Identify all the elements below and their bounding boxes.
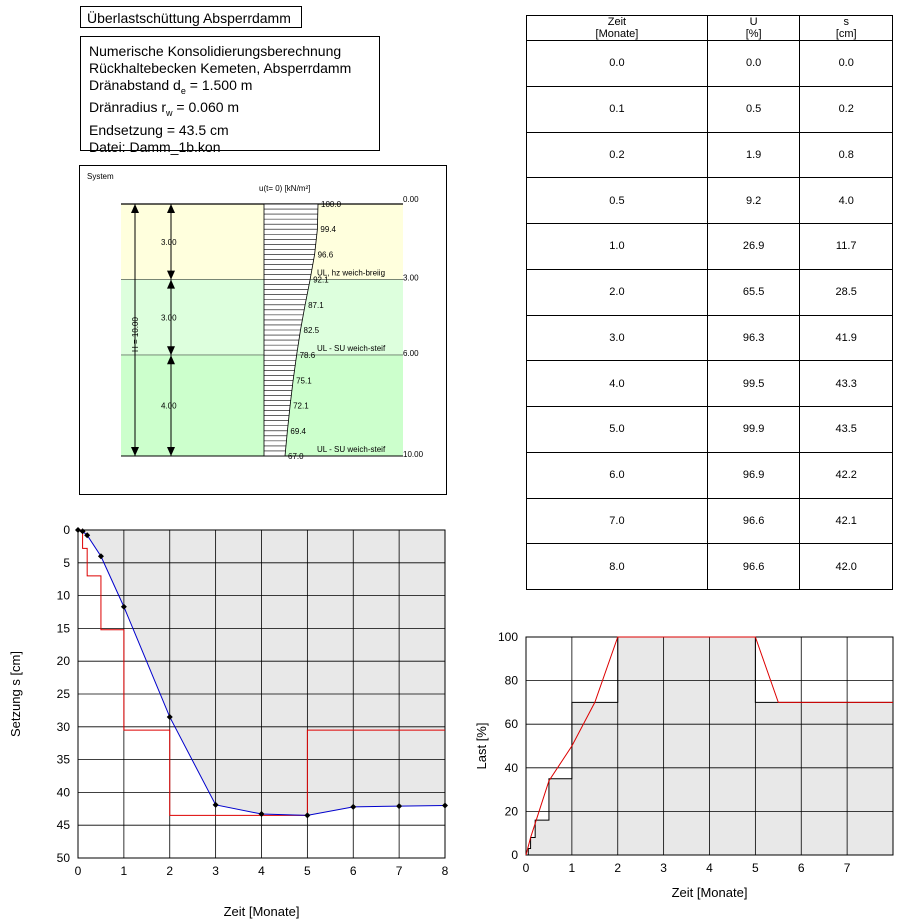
pressure-label: 69.4 (290, 426, 306, 436)
title-box (80, 6, 302, 28)
results-table (526, 15, 893, 590)
table-cell: 9.2 (707, 178, 800, 224)
x-tick-label: 5 (752, 861, 759, 875)
drain-spacing: Dränabstand $d_e = 1.500$ m (89, 76, 253, 96)
table-cell: 43.5 (800, 407, 893, 453)
table-cell: 42.2 (800, 452, 893, 498)
table-row (527, 315, 893, 361)
table-cell: 0.1 (527, 86, 708, 132)
x-tick-label: 5 (304, 864, 311, 878)
table-cell: 1.9 (707, 132, 800, 178)
data-point (350, 804, 356, 810)
shaded-area (78, 530, 445, 815)
table-cell: 43.3 (800, 361, 893, 407)
pressure-label: 99.4 (320, 225, 336, 235)
x-tick-label: 2 (614, 861, 622, 875)
layer-thickness: 3.00 (161, 313, 177, 323)
data-point (98, 553, 104, 559)
table-cell: 0.5 (527, 178, 708, 224)
y-tick-label: 35 (56, 752, 70, 767)
plot-area (78, 530, 445, 858)
drain-radius: Dränradius $r_w = 0.060$ m (89, 99, 240, 118)
table-row (527, 452, 893, 498)
data-point (259, 811, 265, 817)
y-tick-label: 100 (497, 630, 518, 644)
x-tick-label: 6 (797, 861, 805, 875)
pressure-label: 75.1 (296, 376, 312, 386)
info-box (80, 36, 380, 155)
table-cell: 1.0 (527, 224, 708, 270)
table-cell: 5.0 (527, 407, 708, 453)
table-cell: 11.7 (800, 224, 893, 270)
table-cell: 99.5 (707, 361, 800, 407)
table-row (527, 86, 893, 132)
soil-profile (80, 166, 446, 494)
y-tick-label: 0 (511, 848, 518, 862)
pressure-label: 100.0 (321, 200, 342, 209)
table-row (527, 224, 893, 270)
y-tick-label: 40 (56, 785, 70, 800)
table-cell: 96.6 (707, 544, 800, 590)
table-cell: 65.5 (707, 269, 800, 315)
x-tick-label: 3 (212, 864, 219, 878)
x-tick-label: 7 (843, 861, 851, 875)
system-panel (79, 165, 447, 495)
table-cell: 0.5 (707, 86, 800, 132)
header-zeit: Zeit [Monate] (527, 16, 708, 41)
table-cell: 0.0 (800, 41, 893, 87)
x-tick-label: 0 (522, 861, 530, 875)
table-cell: 0.0 (527, 41, 708, 87)
table-cell: 0.2 (800, 86, 893, 132)
x-tick-label: 2 (166, 864, 174, 878)
table-row (527, 544, 893, 590)
y-tick-label: 40 (504, 760, 518, 775)
data-point (80, 528, 86, 534)
table-cell: 4.0 (527, 361, 708, 407)
file-name: Datei: Damm_1b.kon (89, 138, 221, 155)
pressure-label: 87.1 (308, 300, 324, 310)
y-tick-label: 0 (63, 523, 70, 537)
layer-name: UL, hz weich-breiig (317, 268, 386, 278)
table-cell: 28.5 (800, 269, 893, 315)
depth-label: 6.00 (403, 349, 419, 359)
pressure-label: 78.6 (299, 351, 316, 361)
y-tick-label: 45 (56, 818, 70, 833)
y-tick-label: 20 (504, 804, 518, 819)
y-tick-label: 5 (63, 555, 70, 570)
data-point (75, 527, 81, 533)
plot-area (526, 637, 893, 855)
pressure-label: 82.5 (303, 326, 320, 335)
x-tick-label: 4 (258, 864, 265, 878)
table-cell: 0.8 (800, 132, 893, 178)
final-settlement: Endsetzung = 43.5 cm (89, 121, 229, 138)
data-point (84, 532, 90, 538)
x-axis-label: Zeit [Monate] (671, 885, 748, 900)
table-row (527, 269, 893, 315)
data-point (213, 802, 219, 808)
y-tick-label: 30 (56, 719, 70, 734)
data-point (396, 803, 402, 809)
height-label: H = 10.00 (131, 317, 140, 352)
table-row (527, 407, 893, 453)
settlement-line (78, 530, 445, 815)
data-point (442, 803, 448, 809)
x-tick-label: 0 (74, 864, 82, 878)
y-tick-label: 80 (504, 673, 518, 688)
table-cell: 4.0 (800, 178, 893, 224)
x-tick-label: 1 (120, 864, 128, 878)
table-cell: 2.0 (527, 269, 708, 315)
pressure-label: 72.1 (293, 401, 309, 411)
load-line (526, 637, 893, 855)
x-axis-label: Zeit [Monate] (223, 904, 300, 919)
load-steps-line (526, 637, 893, 855)
table-cell: 99.9 (707, 407, 800, 453)
info-line: Rückhaltebecken Kemeten, Absperrdamm (89, 59, 352, 76)
layer-thickness: 4.00 (161, 401, 177, 411)
table-cell: 96.3 (707, 315, 800, 361)
table-row (527, 132, 893, 178)
table-cell: 96.9 (707, 452, 800, 498)
y-axis-label: Setzung s [cm] (8, 651, 23, 737)
pressure-label: 92.1 (313, 275, 329, 285)
data-point (304, 812, 310, 818)
table-header-row (527, 16, 893, 41)
layer-name: UL - SU weich-steif (317, 344, 386, 354)
data-point (167, 714, 173, 720)
system-label: System (87, 172, 114, 181)
table-cell: 42.1 (800, 498, 893, 544)
header-u: U [%] (707, 16, 800, 41)
y-axis-label: Last [%] (474, 722, 489, 770)
header-s: s [cm] (800, 16, 893, 41)
x-tick-label: 7 (395, 864, 403, 878)
x-tick-label: 1 (568, 861, 576, 875)
x-tick-label: 6 (349, 864, 357, 878)
pressure-label: 67.0 (288, 452, 304, 461)
page-title: Überlastschüttung Absperrdamm (87, 10, 291, 26)
table-cell: 41.9 (800, 315, 893, 361)
table-row (527, 498, 893, 544)
load-area (526, 637, 893, 855)
table-cell: 0.2 (527, 132, 708, 178)
x-tick-label: 3 (660, 861, 667, 875)
table-cell: 3.0 (527, 315, 708, 361)
y-tick-label: 25 (56, 687, 70, 701)
y-tick-label: 50 (56, 851, 70, 865)
table-cell: 6.0 (527, 452, 708, 498)
y-tick-label: 10 (56, 588, 70, 603)
load-step-line (78, 530, 445, 815)
depth-label: 10.00 (403, 450, 424, 459)
depth-label: 0.00 (403, 195, 419, 204)
x-tick-label: 8 (441, 864, 449, 878)
depth-label: 3.00 (403, 273, 419, 283)
data-point (121, 604, 127, 610)
y-tick-label: 20 (56, 654, 70, 669)
table-cell: 0.0 (707, 41, 800, 87)
layer-name: UL - SU weich-steif (317, 445, 386, 454)
table-cell: 96.6 (707, 498, 800, 544)
pressure-label: 96.6 (317, 250, 334, 260)
x-tick-label: 4 (706, 861, 713, 875)
table-cell: 7.0 (527, 498, 708, 544)
y-tick-label: 60 (504, 717, 518, 732)
table-row (527, 41, 893, 87)
plot-border (78, 530, 445, 858)
table-row (527, 361, 893, 407)
u-header: u(t= 0) [kN/m²] (259, 184, 311, 193)
layer-thickness: 3.00 (161, 237, 177, 247)
table-cell: 26.9 (707, 224, 800, 270)
info-line: Numerische Konsolidierungsberechnung (89, 43, 342, 59)
table-cell: 42.0 (800, 544, 893, 590)
table-cell: 8.0 (527, 544, 708, 590)
table-row (527, 178, 893, 224)
y-tick-label: 15 (56, 621, 70, 636)
plot-border (526, 637, 893, 855)
